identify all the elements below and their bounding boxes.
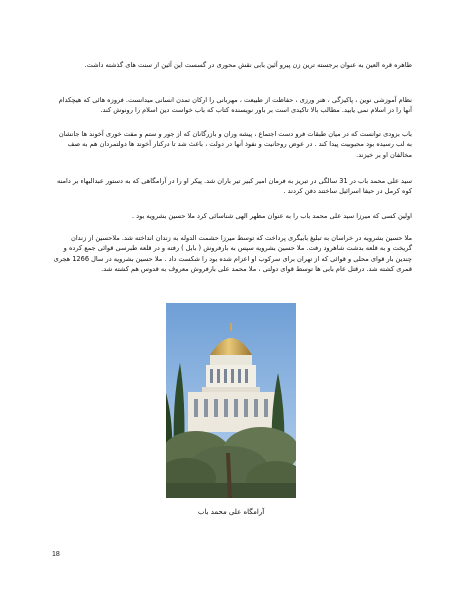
paragraph-1: طاهره قره العین به عنوان برجسته ترین زن پیرو آئین بابی نقش محوری در گسست این آئین از سنت های گذشته داشت. [84, 61, 412, 69]
photo-caption: آرامگاه علی محمد باب [197, 508, 265, 516]
paragraph-6: ملا حسین بشرویه در خراسان به تبلیغ بابیگری پرداخت که توسط میرزا حشمت الدوله به زندان انداخته شد. ملاحسین از زندان گریخت و به قلعه بدشت شاهرود رفت. ملا حسین بشرویه سپس به بارفروش ( بابل ) رفته و در قلعه طبرسی قوائی جمع کرده و چندین بار قوای محلی و قوائی که از تهران برای سرکوب او اعزام شده بود را شکست داد . ملا حسین بشرویه در سال 1266 هجری قمری کشته شد. درقتل عام بابی ها توسط قوای دولتی ، ملا محمد علی بارفروش معروف به قدوس هم کشته شد. [53, 234, 412, 274]
paragraph-3: باب بزودی توانست که در میان طبقات فرو دست اجتماع ، پیشه وران و بازرگانان که از جور و ستم و مفت خوری آخوند ها جانشان به لب رسیده بود محبوبیت پیدا کند . در عوض روحانیت و نفوذ آنها در دولت ، باعث شد تا درکنار آخوند ها دولتمردان هم به صف مخالفان او بر خیزند. [58, 130, 412, 159]
paragraph-4: سید علی محمد باب در 31 سالگی در تبریز به فرمان امیر کبیر تیر باران شد. پیکر او را در آرامگاهی که به دستور عبدالبهاء بر دامنه کوه کرمل در حیفا اسرائیل ساختند دفن کردند . [56, 177, 412, 196]
page-number: 18 [52, 551, 60, 558]
shrine-photo [166, 303, 296, 498]
paragraph-2: نظام آموزشی نوین ، پاکیزگی ، هنر ورزی ، حفاظت از طبیعت ، مهربانی را ارکان تمدن انسانی میدانست. فروزه هائی که هیچکدام آنها را در اسلام نمی یابید. مطالب بالا تاکیدی است بر باور نویسنده کتاب که باب خواست دین اسلام را رونوش کند. [58, 96, 412, 115]
paragraph-5: اولین کسی که میرزا سید علی محمد باب را به عنوان مظهر الهی شناسائی کرد ملا حسین بشرویه بود . [131, 212, 412, 220]
